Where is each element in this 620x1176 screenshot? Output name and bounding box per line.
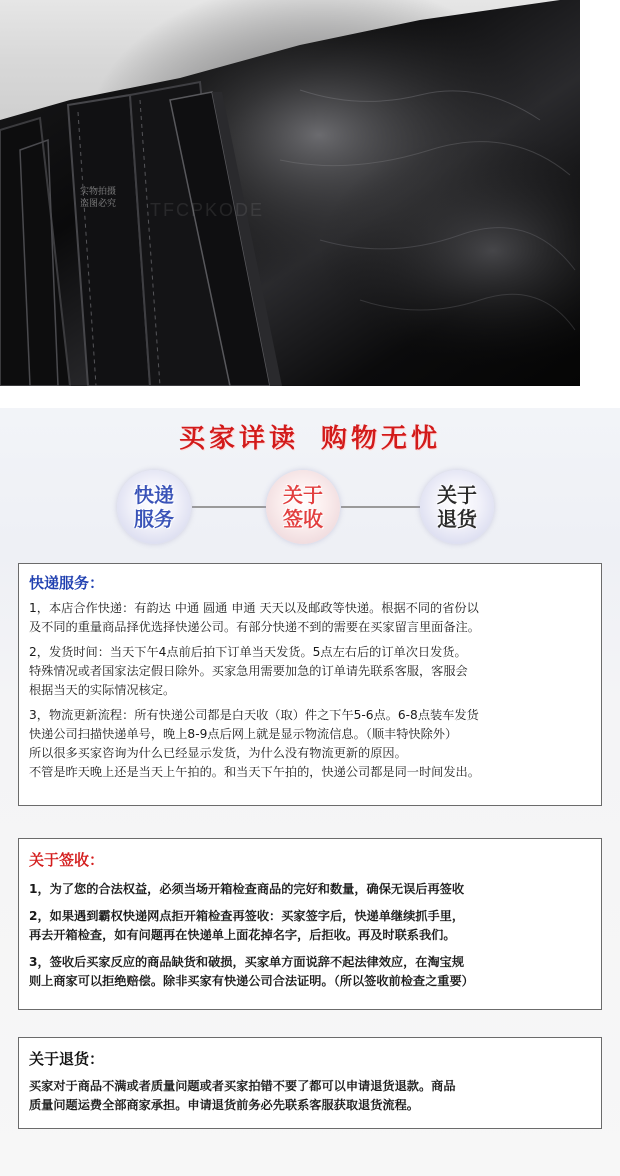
- step-bubble-returns: [420, 470, 494, 544]
- step-connector-2: [341, 506, 420, 508]
- notice-headline: [0, 418, 620, 455]
- product-photo: [0, 0, 580, 386]
- headline-left: 买家详读: [178, 424, 299, 454]
- receipt-line: 则上商家可以拒绝赔偿。除非买家有快递公司合法证明。（所以签收前检查之重要）: [29, 974, 474, 988]
- express-service-box: [18, 563, 602, 806]
- step-bubble-receipt: [266, 470, 340, 544]
- step-receipt-line2: 签收: [283, 507, 323, 531]
- express-line: 3，物流更新流程：所有快递公司都是白天收（取）件之下午5-6点。6-8点装车发货: [29, 708, 479, 722]
- returns-box: [18, 1037, 602, 1129]
- receipt-line: 1，为了您的合法权益，必须当场开箱检查商品的完好和数量，确保无误后再签收: [29, 882, 465, 896]
- step-bubble-express: [117, 470, 191, 544]
- photo-watermark: [80, 186, 140, 210]
- returns-title: 关于退货：: [29, 1050, 105, 1068]
- express-line: 及不同的重量商品择优选择快递公司。有部分快递不到的需要在买家留言里面备注。: [29, 620, 480, 634]
- receipt-line: 再去开箱检查，如有问题再在快递单上面花掉名字，后拒收。再及时联系我们。: [29, 928, 456, 942]
- express-item-1: [29, 599, 593, 618]
- headline-right: 购物无忧: [321, 424, 442, 454]
- express-line: 快递公司扫描快递单号，晚上8-9点后网上就是显示物流信息。（顺丰特快除外）: [29, 727, 458, 741]
- returns-line: 买家对于商品不满或者质量问题或者买家拍错不要了都可以申请退货退款。商品: [29, 1079, 456, 1093]
- returns-line: 质量问题运费全部商家承担。申请退货前务必先联系客服获取退货流程。: [29, 1098, 419, 1112]
- receipt-title: 关于签收：: [29, 851, 105, 869]
- step-receipt-line1: 关于: [283, 483, 323, 507]
- watermark-line-1: 实物拍摄: [80, 187, 117, 197]
- step-express-line2: 服务: [134, 507, 174, 531]
- step-returns-line2: 退货: [437, 507, 477, 531]
- receipt-line: 2，如果遇到霸权快递网点拒开箱检查再签收：买家签字后，快递单继续抓手里，: [29, 909, 465, 923]
- express-line: 1，本店合作快递：有韵达 中通 圆通 申通 天天以及邮政等快递。根据不同的省份以: [29, 601, 479, 615]
- receipt-line: 3，签收后买家反应的商品缺货和破损，买家单方面说辞不起法律效应，在淘宝规: [29, 955, 465, 969]
- express-line: 特殊情况或者国家法定假日除外。买家急用需要加急的订单请先联系客服，客服会: [29, 664, 468, 678]
- photo-watermark-faint: TFCPKODE: [150, 200, 265, 220]
- express-line: 不管是昨天晚上还是当天上午拍的。和当天下午拍的，快递公司都是同一时间发出。: [29, 765, 480, 779]
- watermark-line-2: 盗图必究: [80, 199, 117, 209]
- express-title: 快递服务：: [29, 574, 105, 592]
- express-line: 根据当天的实际情况核定。: [29, 683, 176, 697]
- express-line: 2，发货时间：当天下午4点前后拍下订单当天发货。5点左右后的订单次日发货。: [29, 645, 467, 659]
- receipt-box: [18, 838, 602, 1010]
- express-line: 所以很多买家咨询为什么已经显示发货，为什么没有物流更新的原因。: [29, 746, 407, 760]
- step-connector-1: [192, 506, 266, 508]
- step-returns-line1: 关于: [437, 483, 477, 507]
- step-express-line1: 快递: [134, 483, 174, 507]
